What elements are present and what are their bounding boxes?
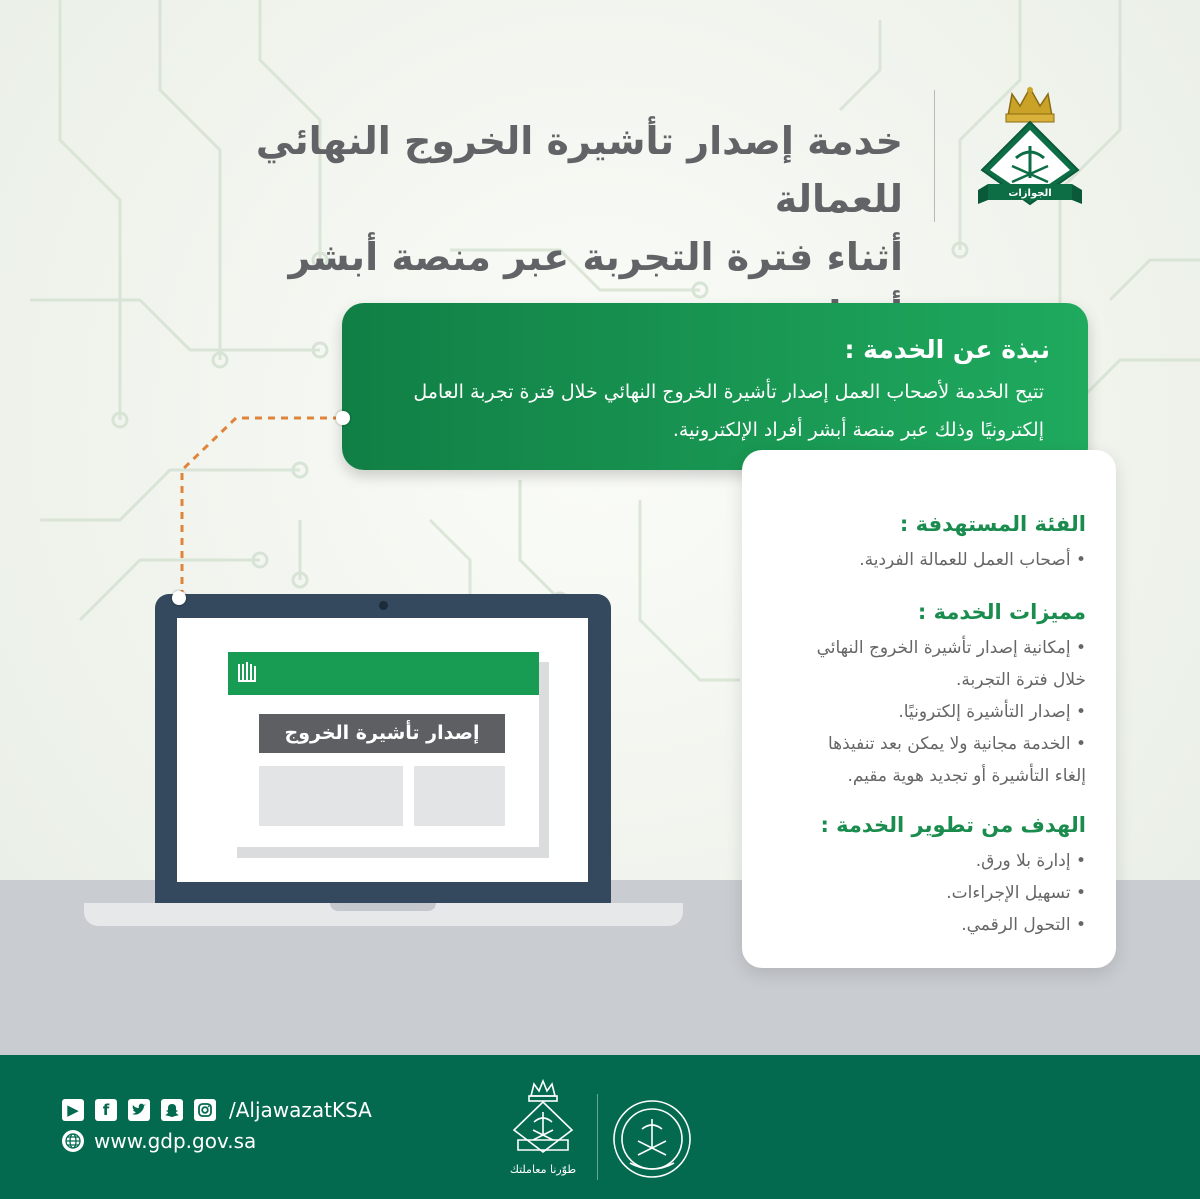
list-item: • إصدار التأشيرة إلكترونيًا.	[898, 702, 1086, 722]
website-link[interactable]	[62, 1129, 256, 1153]
laptop-camera	[379, 601, 388, 610]
issue-final-exit-button[interactable]: إصدار تأشيرة الخروج	[259, 714, 505, 753]
list-item: • أصحاب العمل للعمالة الفردية.	[859, 550, 1086, 570]
intro-body: تتيح الخدمة لأصحاب العمل إصدار تأشيرة الخروج النهائي خلال فترة تجربة العامل إلكترونيًا وذلك عبر منصة أبشر أفراد الإلكترونية.	[413, 381, 1044, 441]
instagram-icon[interactable]	[194, 1099, 216, 1121]
list-item: إلغاء التأشيرة أو تجديد هوية مقيم.	[847, 766, 1086, 786]
list-item: • إدارة بلا ورق.	[975, 851, 1086, 871]
globe-icon	[62, 1130, 84, 1152]
content-placeholder	[414, 766, 505, 826]
jawazat-footer-logo	[506, 1078, 580, 1164]
goals-section	[756, 813, 1086, 941]
list-item: • إمكانية إصدار تأشيرة الخروج النهائي	[816, 638, 1086, 658]
section-title: مميزات الخدمة :	[917, 600, 1086, 624]
connector-dot-bottom	[172, 591, 186, 605]
snapchat-icon[interactable]	[161, 1099, 183, 1121]
list-item: خلال فترة التجربة.	[956, 670, 1086, 690]
intro-title: نبذة عن الخدمة :	[844, 335, 1050, 364]
title-line-1: خدمة إصدار تأشيرة الخروج النهائي للعمالة	[255, 119, 903, 221]
list-item: • الخدمة مجانية ولا يمكن بعد تنفيذها	[827, 734, 1086, 754]
logo-label: الجوازات	[1008, 188, 1052, 199]
footer-tagline: طوّرنا معاملتك	[509, 1163, 577, 1176]
content-placeholder	[259, 766, 403, 826]
facebook-icon[interactable]: f	[95, 1099, 117, 1121]
section-title: الهدف من تطوير الخدمة :	[820, 813, 1086, 837]
footer-divider	[597, 1094, 598, 1180]
laptop-notch	[330, 903, 436, 911]
section-title: الفئة المستهدفة :	[899, 512, 1086, 536]
header-divider	[934, 90, 935, 222]
service-details-card	[742, 450, 1116, 968]
jawazat-logo	[968, 86, 1092, 216]
twitter-icon[interactable]	[128, 1099, 150, 1121]
window-header-bar	[228, 652, 539, 695]
list-item: • تسهيل الإجراءات.	[946, 883, 1086, 903]
target-group-section	[756, 512, 1086, 576]
features-section	[756, 600, 1086, 792]
list-item: • التحول الرقمي.	[961, 915, 1086, 935]
social-links	[62, 1098, 372, 1122]
ministry-emblem	[610, 1097, 694, 1181]
website-url[interactable]: www.gdp.gov.sa	[94, 1129, 257, 1153]
social-handle[interactable]: /AljawazatKSA	[229, 1098, 372, 1122]
youtube-icon[interactable]: ▶	[62, 1099, 84, 1121]
absher-logo-icon	[236, 660, 258, 686]
service-intro-card	[342, 303, 1088, 470]
footer	[0, 1055, 1200, 1199]
connector-dot-top	[336, 411, 350, 425]
title-line-2: أثناء فترة التجربة عبر منصة أبشر	[288, 235, 903, 279]
